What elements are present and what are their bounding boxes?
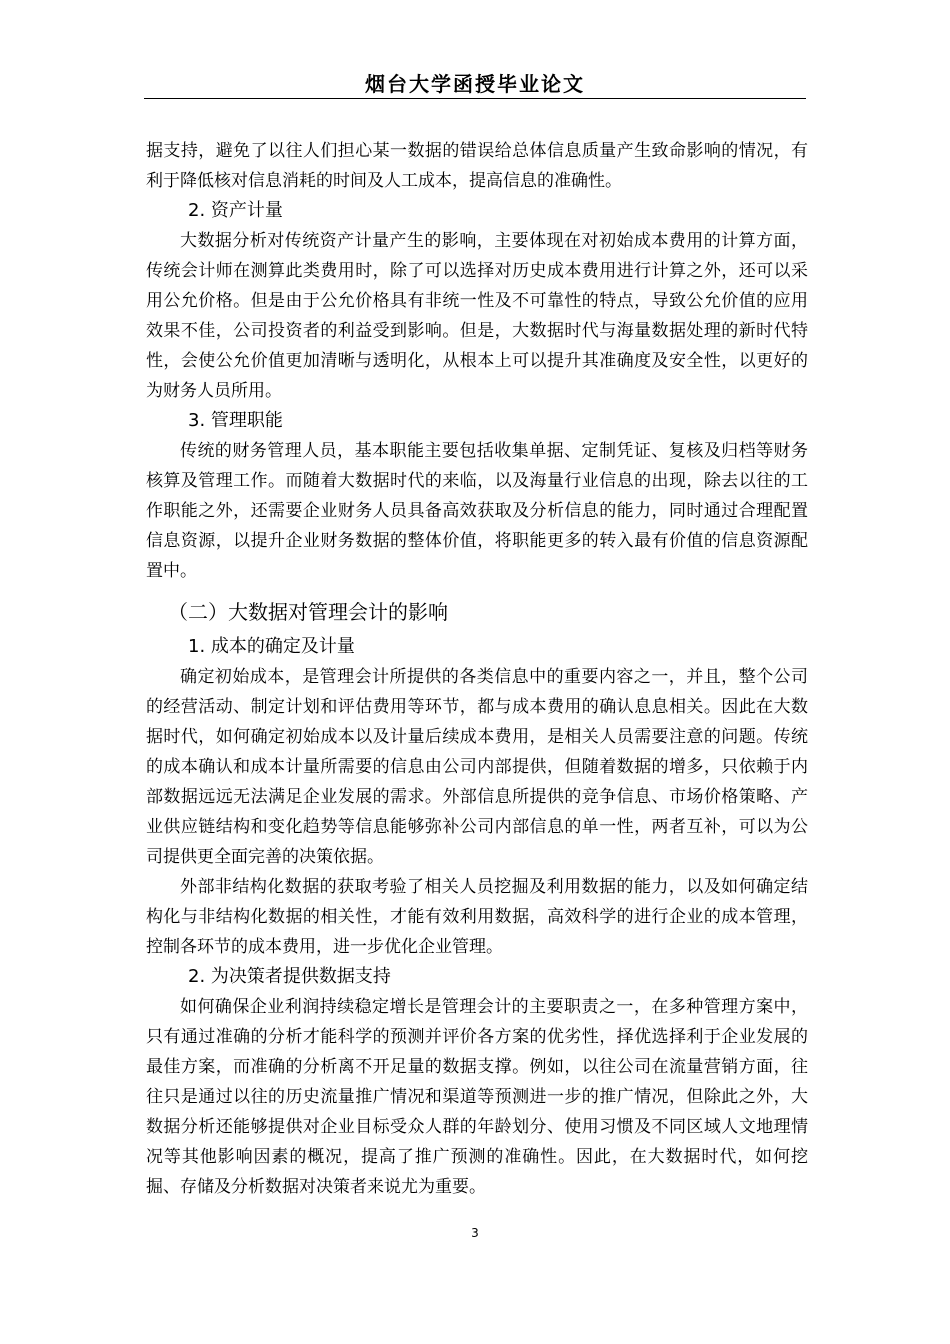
- subheading-asset-measurement: 2. 资产计量: [188, 200, 283, 221]
- page-body: [146, 136, 808, 1202]
- header-rule: [144, 98, 806, 99]
- paragraph-asset-measurement: 大数据分析对传统资产计量产生的影响，主要体现在对初始成本费用的计算方面，传统会计师在测算此类费用时，除了可以选择对历史成本费用进行计算之外，还可以采用公允价格。但是由于公允价格具有非统一性及不可靠性的特点，导致公允价值的应用效果不佳，公司投资者的利益受到影响。但是，大数据时代与海量数据处理的新时代特性，会使公允价值更加清晰与透明化，从根本上可以提升其准确度及安全性，以更好的为财务人员所用。: [146, 231, 808, 401]
- section-heading-management-accounting: （二）大数据对管理会计的影响: [168, 600, 448, 624]
- paragraph-management-function: 传统的财务管理人员，基本职能主要包括收集单据、定制凭证、复核及归档等财务核算及管理工作。而随着大数据时代的来临，以及海量行业信息的出现，除去以往的工作职能之外，还需要企业财务人员具备高效获取及分析信息的能力，同时通过合理配置信息资源，以提升企业财务数据的整体价值，将职能更多的转入最有价值的信息资源配置中。: [146, 441, 808, 581]
- paragraph-cost-determination-1: 确定初始成本，是管理会计所提供的各类信息中的重要内容之一，并且，整个公司的经营活动、制定计划和评估费用等环节，都与成本费用的确认息息相关。因此在大数据时代，如何确定初始成本以及计量后续成本费用，是相关人员需要注意的问题。传统的成本确认和成本计量所需要的信息由公司内部提供，但随着数据的增多，只依赖于内部数据远远无法满足企业发展的需求。外部信息所提供的竞争信息、市场价格策略、产业供应链结构和变化趋势等信息能够弥补公司内部信息的单一性，两者互补，可以为公司提供更全面完善的决策依据。: [146, 667, 808, 867]
- paragraph-continued: 据支持，避免了以往人们担心某一数据的错误给总体信息质量产生致命影响的情况，有利于降低核对信息消耗的时间及人工成本，提高信息的准确性。: [146, 141, 808, 191]
- subheading-decision-support: 2. 为决策者提供数据支持: [188, 966, 391, 987]
- subheading-cost-determination: 1. 成本的确定及计量: [188, 636, 355, 657]
- paragraph-decision-support: 如何确保企业利润持续稳定增长是管理会计的主要职责之一，在多种管理方案中，只有通过准确的分析才能科学的预测并评价各方案的优劣性，择优选择利于企业发展的最佳方案，而准确的分析离不开足量的数据支撑。例如，以往公司在流量营销方面，往往只是通过以往的历史流量推广情况和渠道等预测进一步的推广情况，但除此之外，大数据分析还能够提供对企业目标受众人群的年龄划分、使用习惯及不同区域人文地理情况等其他影响因素的概况，提高了推广预测的准确性。因此，在大数据时代，如何挖掘、存储及分析数据对决策者来说尤为重要。: [146, 997, 808, 1197]
- paragraph-cost-determination-2: 外部非结构化数据的获取考验了相关人员挖掘及利用数据的能力，以及如何确定结构化与非结构化数据的相关性，才能有效利用数据，高效科学的进行企业的成本管理，控制各环节的成本费用，进一步优化企业管理。: [146, 877, 808, 957]
- page-number: 3: [471, 1226, 479, 1240]
- subheading-management-function: 3. 管理职能: [188, 410, 283, 431]
- page-header-title: 烟台大学函授毕业论文: [365, 72, 585, 96]
